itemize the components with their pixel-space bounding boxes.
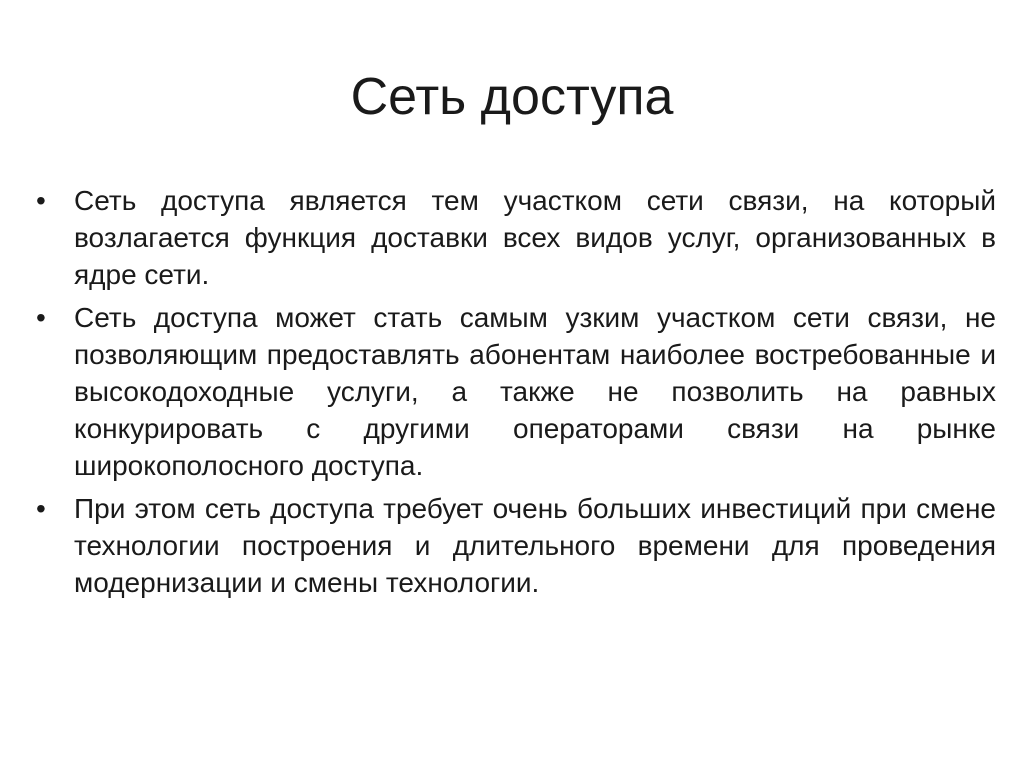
- bullet-list: [36, 182, 996, 607]
- slide-title: Сеть доступа: [350, 68, 674, 126]
- bullet-icon: •: [36, 302, 46, 333]
- bullet-item: [36, 182, 996, 293]
- bullet-icon: •: [36, 185, 46, 216]
- bullet-text: Сеть доступа является тем участком сети связи, на который возлагается функция доставки всех видов услуг, организованных в ядре сети.: [74, 185, 996, 290]
- bullet-text: При этом сеть доступа требует очень больших инвестиций при смене технологии построения и длительного времени для проведения модернизации и смены технологии.: [74, 493, 996, 598]
- bullet-item: [36, 299, 996, 484]
- bullet-text: Сеть доступа может стать самым узким участком сети связи, не позволяющим предоставлять абонентам наиболее востребованные и высокодоходные услуги, а также не позволить на равных конкурировать с другими операторами связи на рынке широкополосного доступа.: [74, 302, 996, 481]
- bullet-icon: •: [36, 493, 46, 524]
- bullet-item: [36, 490, 996, 601]
